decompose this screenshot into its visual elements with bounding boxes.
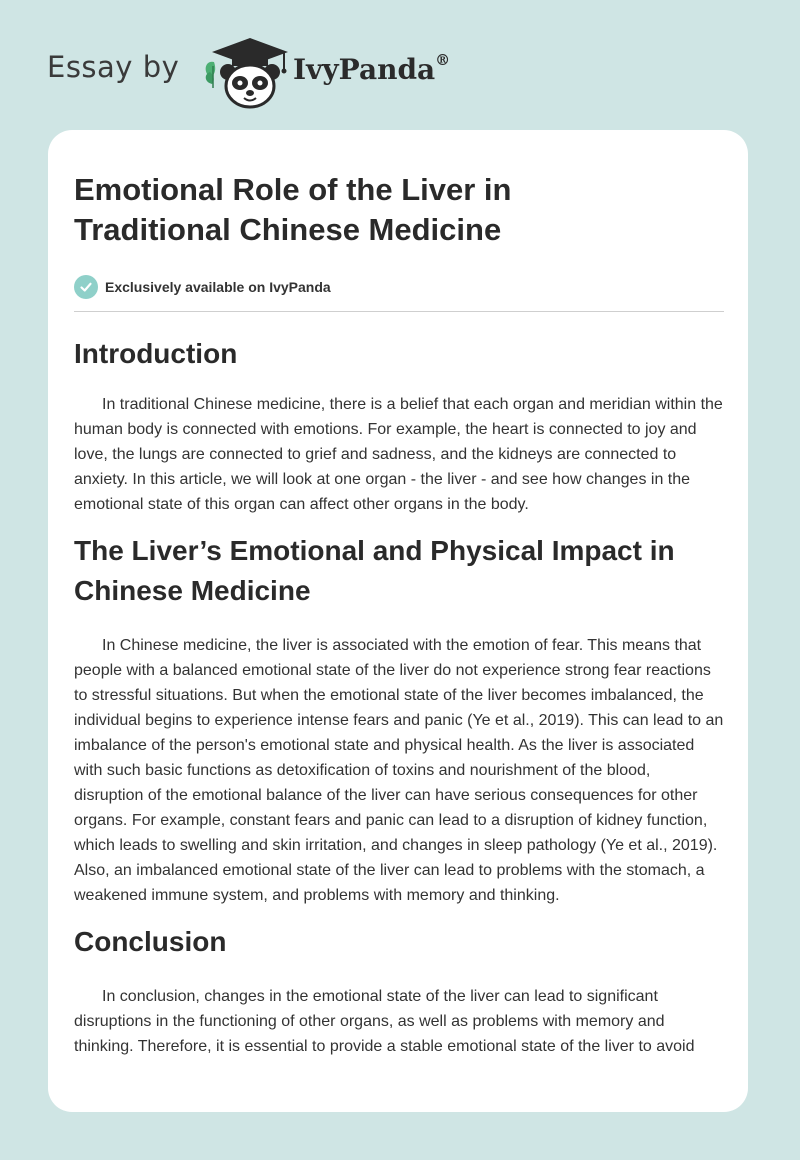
section-heading-impact: The Liver’s Emotional and Physical Impact in Chinese Medicine [74, 535, 675, 606]
site-header [0, 0, 800, 130]
divider [74, 311, 724, 312]
check-circle-icon [74, 275, 98, 299]
essay-by-label: Essay by [47, 50, 180, 84]
exclusive-badge [74, 274, 724, 300]
article-title: Emotional Role of the Liver in Traditional Chinese Medicine [74, 172, 512, 247]
article-card [48, 130, 748, 1112]
section-paragraph-conclusion: In conclusion, changes in the emotional state of the liver can lead to significant disruptions in the functioning of other organs, as well as problems with memory and thinking. Therefore, it is essential to provide a stable emotional state of the liver to avoid [74, 988, 695, 1055]
brand-name[interactable]: IvyPanda® [293, 50, 451, 86]
article-content [74, 170, 724, 1059]
section-paragraph-impact: In Chinese medicine, the liver is associated with the emotion of fear. This means that people with a balanced emotional state of the liver do not experience strong fear reactions to stressful situations. But when the emotional state of the liver becomes imbalanced, the individual begins to experience intense fears and panic (Ye et al., 2019). This can lead to an imbalance of the person's emotional state and physical health. As the liver is associated with such basic functions as detoxification of toxins and nourishment of the blood, disruption of the emotional balance of the liver can have serious consequences for other organs. For example, constant fears and panic can lead to a disruption of kidney function, which leads to swelling and skin irritation, and changes in sleep pathology (Ye et al., 2019). Also, an imbalanced emotional state of the liver can lead to problems with the stomach, a weakened immune system, and problems with memory and thinking. [74, 637, 724, 904]
section-heading-introduction: Introduction [74, 338, 238, 369]
section-paragraph-introduction: In traditional Chinese medicine, there is a belief that each organ and meridian within the human body is connected with emotions. For example, the heart is connected to joy and love, the lungs are connected to grief and sadness, and the kidneys are connected to anxiety. In this article, we will look at one organ - the liver - and see how changes in the emotional state of this organ can affect other organs in the body. [74, 396, 723, 513]
section-heading-conclusion: Conclusion [74, 926, 227, 957]
exclusive-text: Exclusively available on IvyPanda [105, 279, 331, 295]
panda-graduate-icon[interactable] [200, 36, 292, 110]
